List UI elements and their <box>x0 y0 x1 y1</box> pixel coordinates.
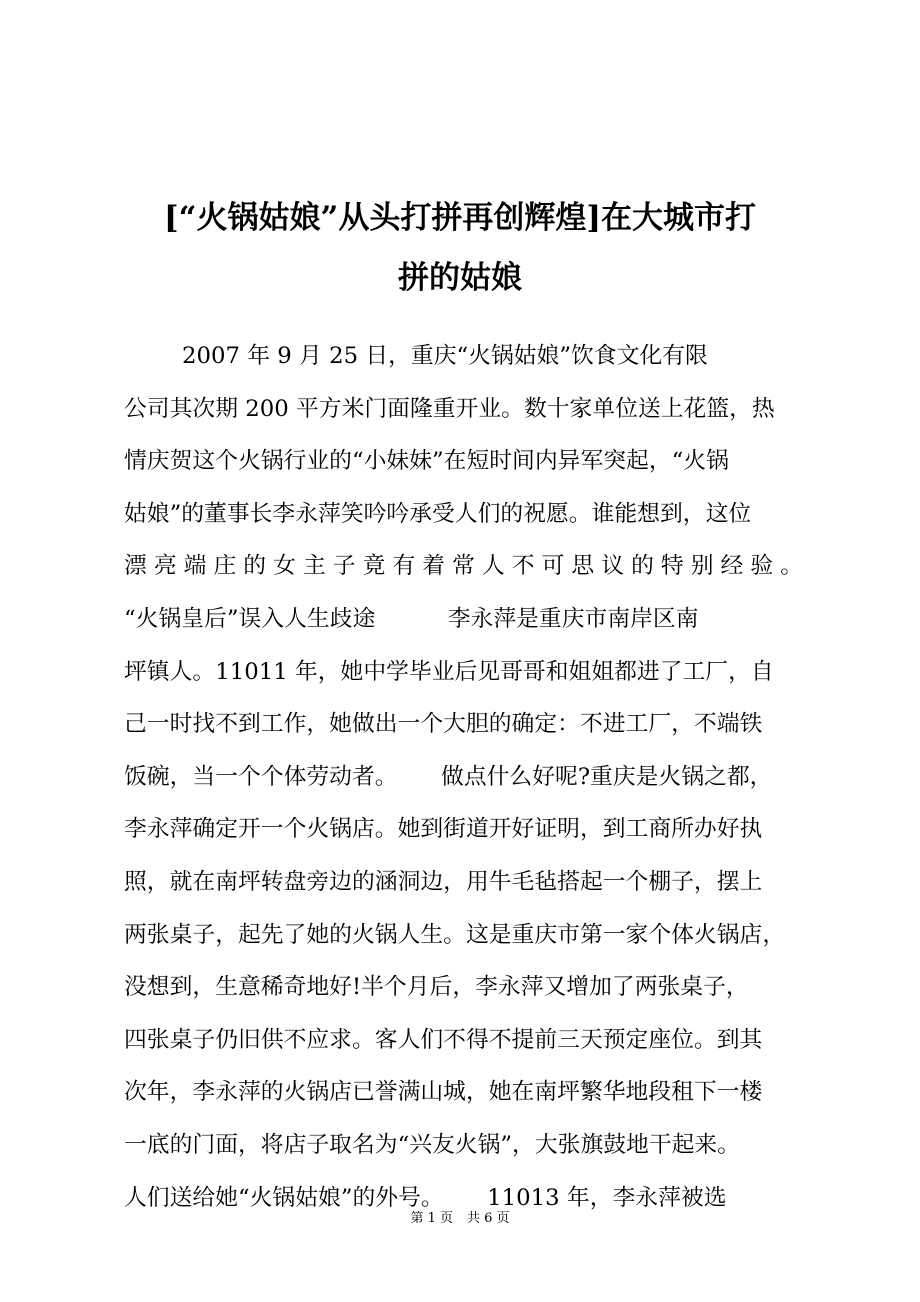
body-line: 没想到，生意稀奇地好!半个月后，李永萍又增加了两张桌子， <box>124 974 749 1001</box>
page-footer <box>0 1207 920 1226</box>
body-line: 人们送给她“火锅姑娘”的外号。 11013 年，李永萍被选 <box>124 1184 727 1211</box>
document-title <box>110 188 810 308</box>
body-line: 漂亮端庄的女主子竟有着常人不可思议的特别经验。 <box>124 553 808 580</box>
body-line: 次年，李永萍的火锅店已誉满山城，她在南坪繁华地段租下一楼 <box>124 1079 763 1106</box>
body-line: 2007 年 9 月 25 日，重庆“火锅姑娘”饮食文化有限 <box>124 343 708 369</box>
page-total: 共 6 页 <box>467 1211 510 1226</box>
body-line: 李永萍确定开一个火锅店。她到街道开好证明，到工商所办好执 <box>124 816 763 843</box>
title-line-2: 拼的姑娘 <box>398 260 522 296</box>
body-line: 饭碗，当一个个体劳动者。 做点什么好呢?重庆是火锅之都， <box>124 763 773 790</box>
body-line: 情庆贺这个火锅行业的“小妹妹”在短时间内异军突起，“火锅 <box>124 448 729 475</box>
body-line: 姑娘”的董事长李永萍笑吟吟承受人们的祝愿。谁能想到，这位 <box>124 500 752 527</box>
body-paragraph <box>124 330 808 1224</box>
title-line-1: [“火锅姑娘”从头打拼再创辉煌]在大城市打 <box>164 200 756 236</box>
body-line: 照，就在南坪转盘旁边的涵洞边，用牛毛毡搭起一个棚子，摆上 <box>124 868 763 895</box>
page-number: 第 1 页 <box>410 1211 453 1226</box>
body-line: 一底的门面，将店子取名为“兴友火锅”，大张旗鼓地干起来。 <box>124 1131 741 1158</box>
body-line: 己一时找不到工作，她做出一个大胆的确定：不进工厂，不端铁 <box>124 711 763 738</box>
body-line: 两张桌子，起先了她的火锅人生。这是重庆市第一家个体火锅店， <box>124 921 786 948</box>
body-line: 四张桌子仍旧供不应求。客人们不得不提前三天预定座位。到其 <box>124 1026 763 1053</box>
body-line: 坪镇人。11011 年，她中学毕业后见哥哥和姐姐都进了工厂，自 <box>124 658 774 685</box>
body-line: “火锅皇后”误入人生歧途 李永萍是重庆市南岸区南 <box>124 605 699 632</box>
body-line: 公司其次期 200 平方米门面隆重开业。数十家单位送上花篮，热 <box>124 395 775 422</box>
